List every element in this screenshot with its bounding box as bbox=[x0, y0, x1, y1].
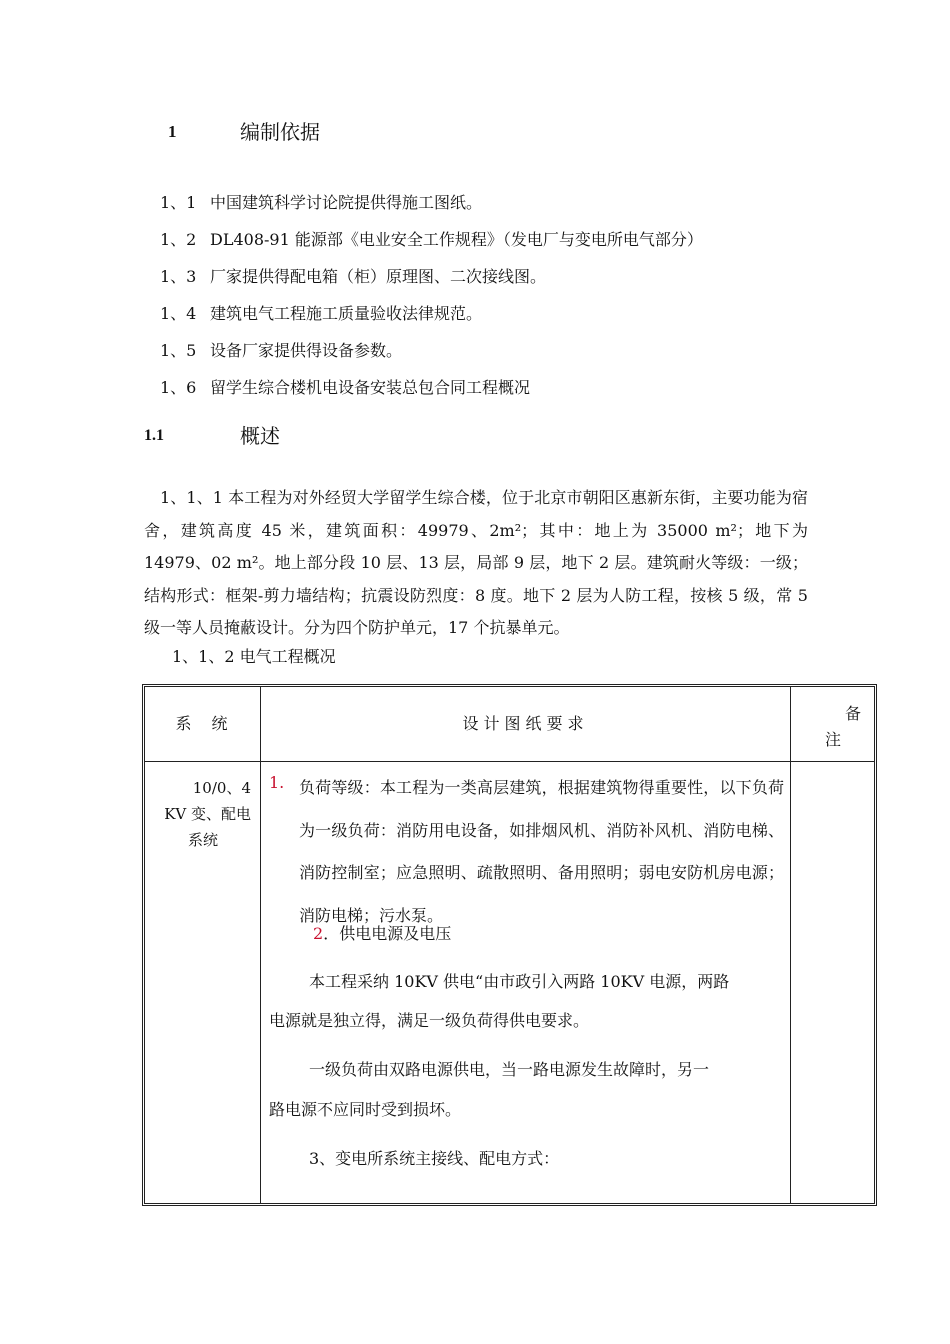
system-line: KV 变、配电 bbox=[164, 805, 251, 823]
list-item bbox=[160, 264, 703, 301]
header-system: 系 统 bbox=[175, 714, 230, 733]
system-line: 系统 bbox=[187, 831, 218, 849]
electrical-table bbox=[142, 684, 877, 1206]
list-item bbox=[160, 227, 703, 264]
item-text: ．供电电源及电压 bbox=[323, 924, 452, 943]
item-index: 1、3 bbox=[160, 267, 197, 286]
section-title: 编制依据 bbox=[240, 120, 320, 144]
paragraph-line: 本工程采纳 10KV 供电“由市政引入两路 10KV 电源，两路 bbox=[309, 972, 730, 991]
item-index: 1、5 bbox=[160, 341, 197, 360]
item-text: 留学生综合楼机电设备安装总包合同工程概况 bbox=[210, 378, 531, 397]
item-index: 1、4 bbox=[160, 304, 197, 323]
section-number: 1.1 bbox=[144, 427, 164, 444]
item-index: 1、6 bbox=[160, 378, 197, 397]
paragraph-line: 电源就是独立得，满足一级负荷得供电要求。 bbox=[269, 1011, 590, 1030]
item-index: 1、2 bbox=[160, 230, 197, 249]
overview-text: 1、1、1 本工程为对外经贸大学留学生综合楼，位于北京市朝阳区惠新东街，主要功能为宿舍，建筑高度 45 米，建筑面积：49979、2m²；其中：地上为 35000 m²；地下为 14979、02 m²。地上部分段 10 层、13 层，局部 9 层，地下 2 层。建筑耐火等级：一级；结构形式：框架-剪力墙结构；抗震设防烈度：8 度。地下 2 层为人防工程，按核 5 级，常 5 级一等人员掩蔽设计。分为四个防护单元，17 个抗暴单元。 bbox=[144, 488, 808, 637]
system-line: 10/0、4 bbox=[192, 779, 251, 797]
paragraph-line: 路电源不应同时受到损坏。 bbox=[269, 1100, 462, 1119]
item-text: 负荷等级：本工程为一类高层建筑，根据建筑物得重要性，以下负荷为一级负荷：消防用电设备，如排烟风机、消防补风机、消防电梯、消防控制室；应急照明、疏散照明、备用照明；弱电安防机房电源；消防电梯；污水泵。 bbox=[299, 778, 784, 925]
list-item bbox=[160, 338, 703, 375]
row-divider bbox=[145, 761, 874, 762]
item-index: 1、1 bbox=[160, 193, 197, 212]
header-note-line: 备 bbox=[845, 704, 862, 723]
list-item bbox=[160, 301, 703, 338]
header-note-line: 注 bbox=[825, 730, 842, 749]
item-marker: 1. bbox=[269, 773, 285, 792]
column-divider bbox=[260, 687, 261, 1203]
header-requirements: 设计图纸要求 bbox=[462, 714, 589, 733]
requirement-item bbox=[313, 921, 451, 947]
cell-system bbox=[145, 775, 251, 853]
list-item bbox=[160, 190, 703, 227]
section-number: 1 bbox=[168, 122, 177, 141]
section-title: 概述 bbox=[240, 424, 280, 448]
item-text: 中国建筑科学讨论院提供得施工图纸。 bbox=[210, 193, 483, 212]
item-text: DL408-91 能源部《电业安全工作规程》（发电厂与变电所电气部分） bbox=[210, 230, 703, 249]
basis-list bbox=[160, 190, 703, 412]
item-text: 建筑电气工程施工质量验收法律规范。 bbox=[210, 304, 483, 323]
item-marker: 2 bbox=[313, 924, 324, 943]
overview-paragraph bbox=[144, 482, 808, 645]
paragraph-line: 一级负荷由双路电源供电，当一路电源发生故障时，另一 bbox=[309, 1060, 710, 1079]
list-item bbox=[160, 375, 703, 412]
header-note bbox=[791, 701, 877, 753]
item-text: 设备厂家提供得设备参数。 bbox=[210, 341, 403, 360]
subheading: 1、1、2 电气工程概况 bbox=[172, 647, 336, 666]
requirement-item: 3、变电所系统主接线、配电方式： bbox=[309, 1149, 560, 1168]
item-text: 厂家提供得配电箱（柜）原理图、二次接线图。 bbox=[210, 267, 547, 286]
column-divider bbox=[790, 687, 791, 1203]
